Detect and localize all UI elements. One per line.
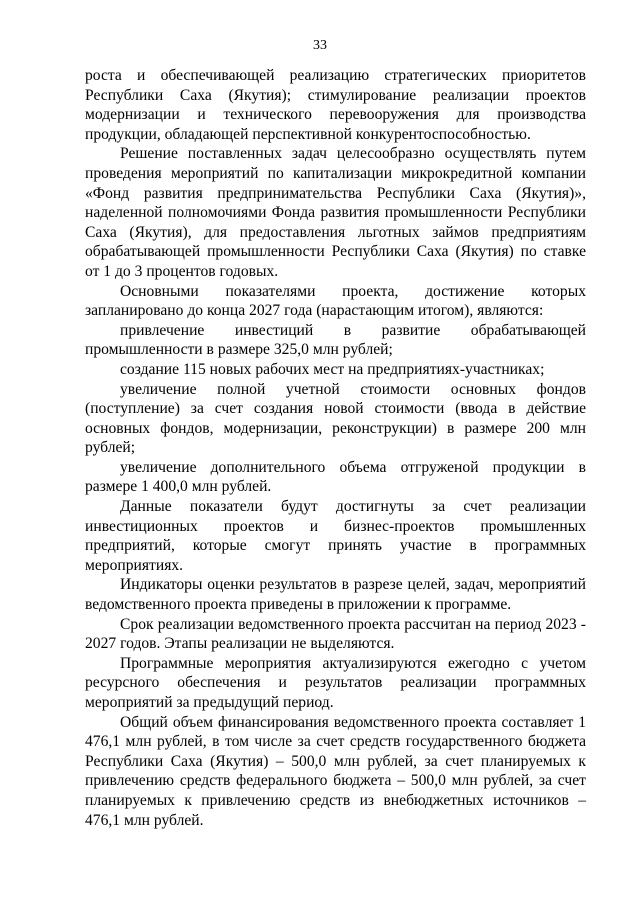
indicator-shipped-products: увеличение дополнительного объема отгруженой продукции в размере 1 400,0 млн рублей. [85,458,586,496]
paragraph-continuation: роста и обеспечивающей реализацию стратегических приоритетов Республики Саха (Якутия); стимулирование реализации проектов модернизации и технического перевооружения для производства продукции, обладающей перспективной конкурентоспособностью. [85,67,586,143]
paragraph-evaluation-indicators: Индикаторы оценки результатов в разрезе целей, задач, мероприятий ведомственного проекта приведены в приложении к программе. [85,576,586,614]
page-body [85,66,586,830]
paragraph-indicators-intro: Основными показателями проекта, достижение которых запланировано до конца 2027 года (нарастающим итогом), являются: [85,282,586,320]
indicator-jobs: создание 115 новых рабочих мест на предприятиях-участниках; [120,360,545,378]
indicator-investments: привлечение инвестиций в развитие обрабатывающей промышленности в размере 325,0 млн рублей; [85,321,586,359]
paragraph-achievement: Данные показатели будут достигнуты за счет реализации инвестиционных проектов и бизнес-проектов промышленных предприятий, которые смогут принять участие в программных мероприятиях. [85,498,586,574]
paragraph-tasks-solution: Решение поставленных задач целесообразно осуществлять путем проведения мероприятий по капитализации микрокредитной компании «Фонд развития предпринимательства Республики Саха (Якутия)», наделенной полномочиями Фонда развития промышленности Республики Саха (Якутия), для предоставления льготных займов предприятиям обрабатывающей промышленности Республики Саха (Якутия) по ставке от 1 до 3 процентов годовых. [85,145,586,280]
paragraph-financing: Общий объем финансирования ведомственного проекта составляет 1 476,1 млн рублей, в том числе за счет средств государственного бюджета Республики Саха (Якутия) – 500,0 млн рублей, за счет планируемых к привлечению средств федерального бюджета – 500,0 млн рублей, за счет планируемых к привлечению средств из внебюджетных источников – 476,1 млн рублей. [85,713,586,829]
indicator-fixed-assets: увеличение полной учетной стоимости основных фондов (поступление) за счет создания новой стоимости (ввода в действие основных фондов, модернизации, реконструкции) в размере 200 млн рублей; [85,380,586,457]
paragraph-program-updates: Программные мероприятия актуализируются ежегодно с учетом ресурсного обеспечения и результатов реализации программных мероприятий за предыдущий период. [85,654,586,711]
page-number: 33 [313,38,327,53]
paragraph-implementation-period: Срок реализации ведомственного проекта рассчитан на период 2023 - 2027 годов. Этапы реализации не выделяются. [85,615,586,653]
